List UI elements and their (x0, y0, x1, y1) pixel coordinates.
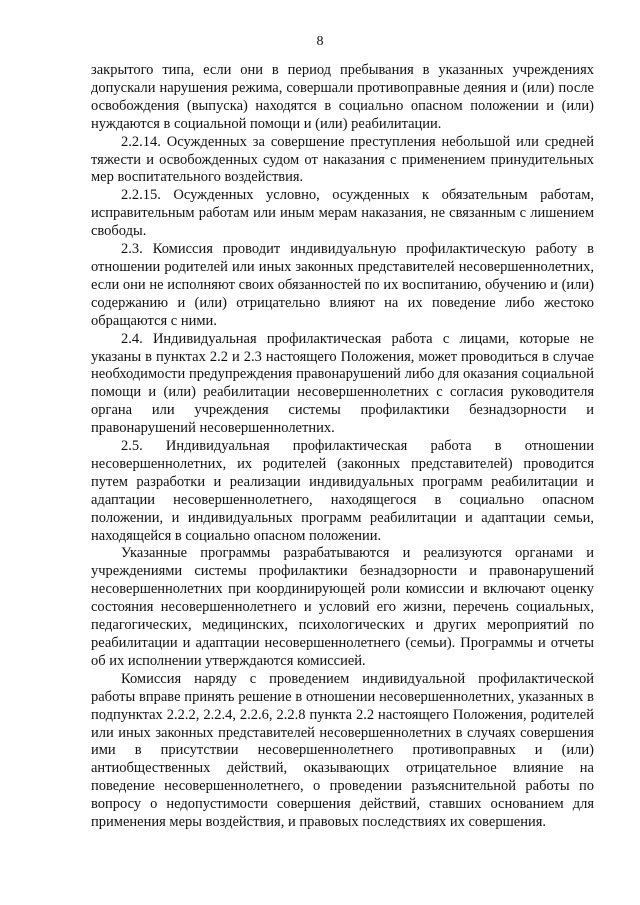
page-number: 8 (316, 34, 324, 49)
paragraph-2-3: 2.3. Комиссия проводит индивидуальную профилактическую работу в отношении родителей или иных законных представителей несовершеннолетних, если они не исполняют своих обязанностей по их воспитанию, обучению и (или) содержанию и (или) отрицательно влияют на их поведение либо жестоко обращаются с ними. (91, 241, 594, 329)
paragraph-2-2-15: 2.2.15. Осужденных условно, осужденных к обязательным работам, исправительным работам или иным мерам наказания, не связанным с лишением свободы. (91, 187, 594, 240)
paragraph-programs: Указанные программы разрабатываются и реализуются органами и учреждениями системы профилактики безнадзорности и правонарушений несовершеннолетних при координирующей роли комиссии и включают оценку состояния несовершеннолетнего и условий его жизни, перечень социальных, педагогических, медицинских, психологических и других мероприятий по реабилитации и адаптации несовершеннолетнего (семьи). Программы и отчеты об их исполнении утверждаются комиссией. (91, 545, 594, 669)
paragraph-2-2-14: 2.2.14. Осужденных за совершение преступления небольшой или средней тяжести и освобожденных судом от наказания с применением принудительных мер воспитательного воздействия. (91, 133, 594, 186)
paragraph-continuation: закрытого типа, если они в период пребывания в указанных учреждениях допускали нарушения режима, совершали противоправные деяния и (или) после освобождения (выпуска) находятся в социально опасном положении и (или) нуждаются в социальной помощи и (или) реабилитации. (91, 62, 594, 132)
paragraph-commission: Комиссия наряду с проведением индивидуальной профилактической работы вправе принять решение в отношении несовершеннолетних, указанных в подпунктах 2.2.2, 2.2.4, 2.2.6, 2.2.8 пункта 2.2 настоящего Положения, родителей или иных законных представителей несовершеннолетних в случаях совершения ими в присутствии несовершеннолетнего противоправных и (или) антиобщественных действий, оказывающих отрицательное влияние на поведение несовершеннолетнего, о проведении разъяснительной работы по вопросу о недопустимости совершения действий, ставших основанием для применения меры воздействия, и правовых последствиях их совершения. (91, 670, 594, 831)
paragraph-2-4: 2.4. Индивидуальная профилактическая работа с лицами, которые не указаны в пунктах 2.2 и 2.3 настоящего Положения, может проводиться в случае необходимости предупреждения правонарушений либо для оказания социальной помощи и (или) реабилитации несовершеннолетних с согласия руководителя органа или учреждения системы профилактики безнадзорности и правонарушений несовершеннолетних. (91, 330, 594, 437)
paragraph-2-5: 2.5. Индивидуальная профилактическая работа в отношении несовершеннолетних, их родителей (законных представителей) проводится путем разработки и реализации индивидуальных программ реабилитации и адаптации несовершеннолетнего, находящегося в социально опасном положении, и индивидуальных программ реабилитации и адаптации семьи, находящейся в социально опасном положении. (91, 438, 594, 544)
document-body (91, 62, 594, 832)
